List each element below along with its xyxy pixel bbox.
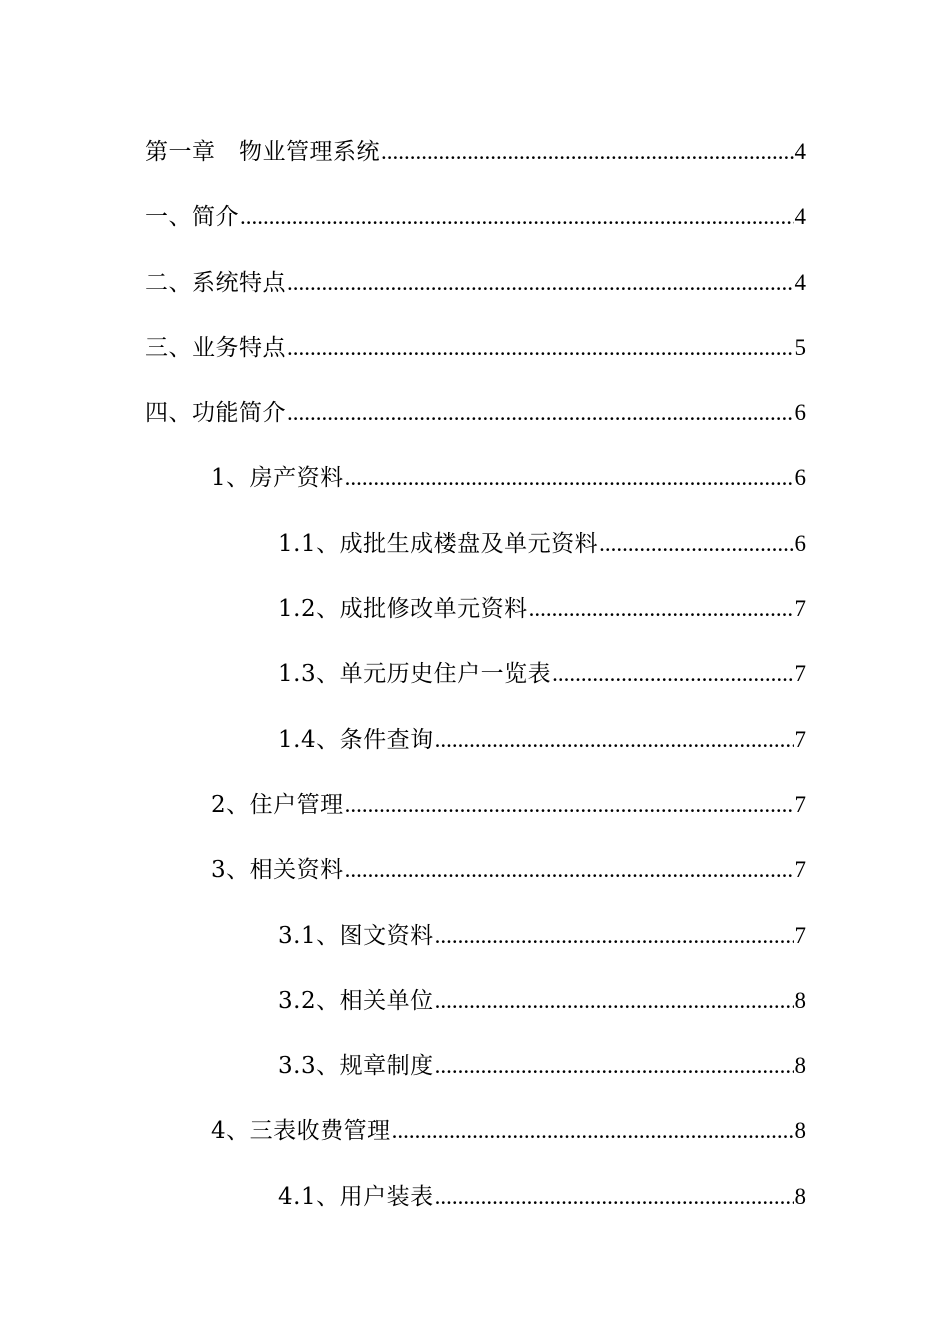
toc-entry-title: 4、三表收费管理 xyxy=(211,1118,391,1145)
toc-entry-title: 三、业务特点 xyxy=(145,334,286,361)
toc-entry-title: 四、功能简介 xyxy=(145,400,286,427)
toc-entry[interactable] xyxy=(145,195,806,260)
toc-entry[interactable] xyxy=(145,522,806,587)
toc-entry-page: 8 xyxy=(794,987,806,1013)
toc-entry-title: 1.1、成批生成楼盘及单元资料 xyxy=(278,530,599,557)
toc-entry-page: 7 xyxy=(794,857,806,883)
toc-entry-page: 8 xyxy=(794,1053,806,1079)
toc-entry-title: 一、简介 xyxy=(145,204,239,231)
toc-entry-title: 3.1、图文资料 xyxy=(278,922,434,949)
toc-entry-page: 7 xyxy=(794,791,806,817)
toc-dot-leader xyxy=(435,1044,794,1088)
toc-entry-title: 4.1、用户装表 xyxy=(278,1183,434,1210)
toc-dot-leader xyxy=(435,1175,794,1219)
toc-dot-leader xyxy=(381,130,794,174)
toc-dot-leader xyxy=(240,195,794,239)
toc-entry[interactable] xyxy=(145,261,806,326)
toc-entry[interactable] xyxy=(145,391,806,456)
toc-entry[interactable] xyxy=(145,848,806,913)
toc-entry-page: 5 xyxy=(794,334,806,360)
toc-entry-page: 6 xyxy=(794,400,806,426)
toc-entry[interactable] xyxy=(145,718,806,783)
toc-entry[interactable] xyxy=(145,914,806,979)
table-of-contents xyxy=(145,130,806,1240)
toc-entry-title: 1.2、成批修改单元资料 xyxy=(278,596,528,623)
toc-entry-page: 7 xyxy=(794,922,806,948)
toc-entry-title: 2、住户管理 xyxy=(211,791,344,818)
toc-entry[interactable] xyxy=(145,783,806,848)
toc-entry-page: 8 xyxy=(794,1118,806,1144)
toc-dot-leader xyxy=(287,261,794,305)
toc-entry-page: 7 xyxy=(794,726,806,752)
toc-entry-title: 第一章 物业管理系统 xyxy=(145,139,380,165)
toc-entry-page: 4 xyxy=(794,204,806,230)
toc-dot-leader xyxy=(345,848,794,892)
toc-dot-leader xyxy=(345,783,794,827)
toc-dot-leader xyxy=(435,914,794,958)
toc-dot-leader xyxy=(345,456,794,500)
toc-dot-leader xyxy=(552,652,793,696)
toc-entry-title: 3.2、相关单位 xyxy=(278,987,434,1014)
toc-entry[interactable] xyxy=(145,1044,806,1109)
toc-entry-page: 4 xyxy=(794,269,806,295)
toc-entry[interactable] xyxy=(145,1175,806,1240)
toc-dot-leader xyxy=(435,979,794,1023)
toc-entry-title: 1.4、条件查询 xyxy=(278,726,434,753)
toc-entry-page: 8 xyxy=(794,1183,806,1209)
toc-dot-leader xyxy=(287,391,794,435)
toc-entry[interactable] xyxy=(145,587,806,652)
toc-entry-page: 7 xyxy=(794,596,806,622)
toc-entry-title: 1.3、单元历史住户一览表 xyxy=(278,661,552,688)
toc-dot-leader xyxy=(392,1109,794,1153)
toc-entry-page: 4 xyxy=(794,139,806,164)
toc-entry-title: 3.3、规章制度 xyxy=(278,1053,434,1080)
toc-dot-leader xyxy=(529,587,794,631)
toc-dot-leader xyxy=(599,522,793,566)
toc-entry-page: 6 xyxy=(794,465,806,491)
toc-entry[interactable] xyxy=(145,1109,806,1174)
toc-entry-page: 6 xyxy=(794,530,806,556)
toc-entry[interactable] xyxy=(145,979,806,1044)
toc-dot-leader xyxy=(435,718,794,762)
toc-entry-page: 7 xyxy=(794,661,806,687)
toc-entry-title: 二、系统特点 xyxy=(145,269,286,296)
toc-entry[interactable] xyxy=(145,652,806,717)
toc-entry-title: 1、房产资料 xyxy=(211,465,344,492)
toc-entry[interactable] xyxy=(145,456,806,521)
toc-entry[interactable] xyxy=(145,326,806,391)
toc-entry[interactable] xyxy=(145,130,806,195)
toc-dot-leader xyxy=(287,326,794,370)
toc-entry-title: 3、相关资料 xyxy=(211,857,344,884)
